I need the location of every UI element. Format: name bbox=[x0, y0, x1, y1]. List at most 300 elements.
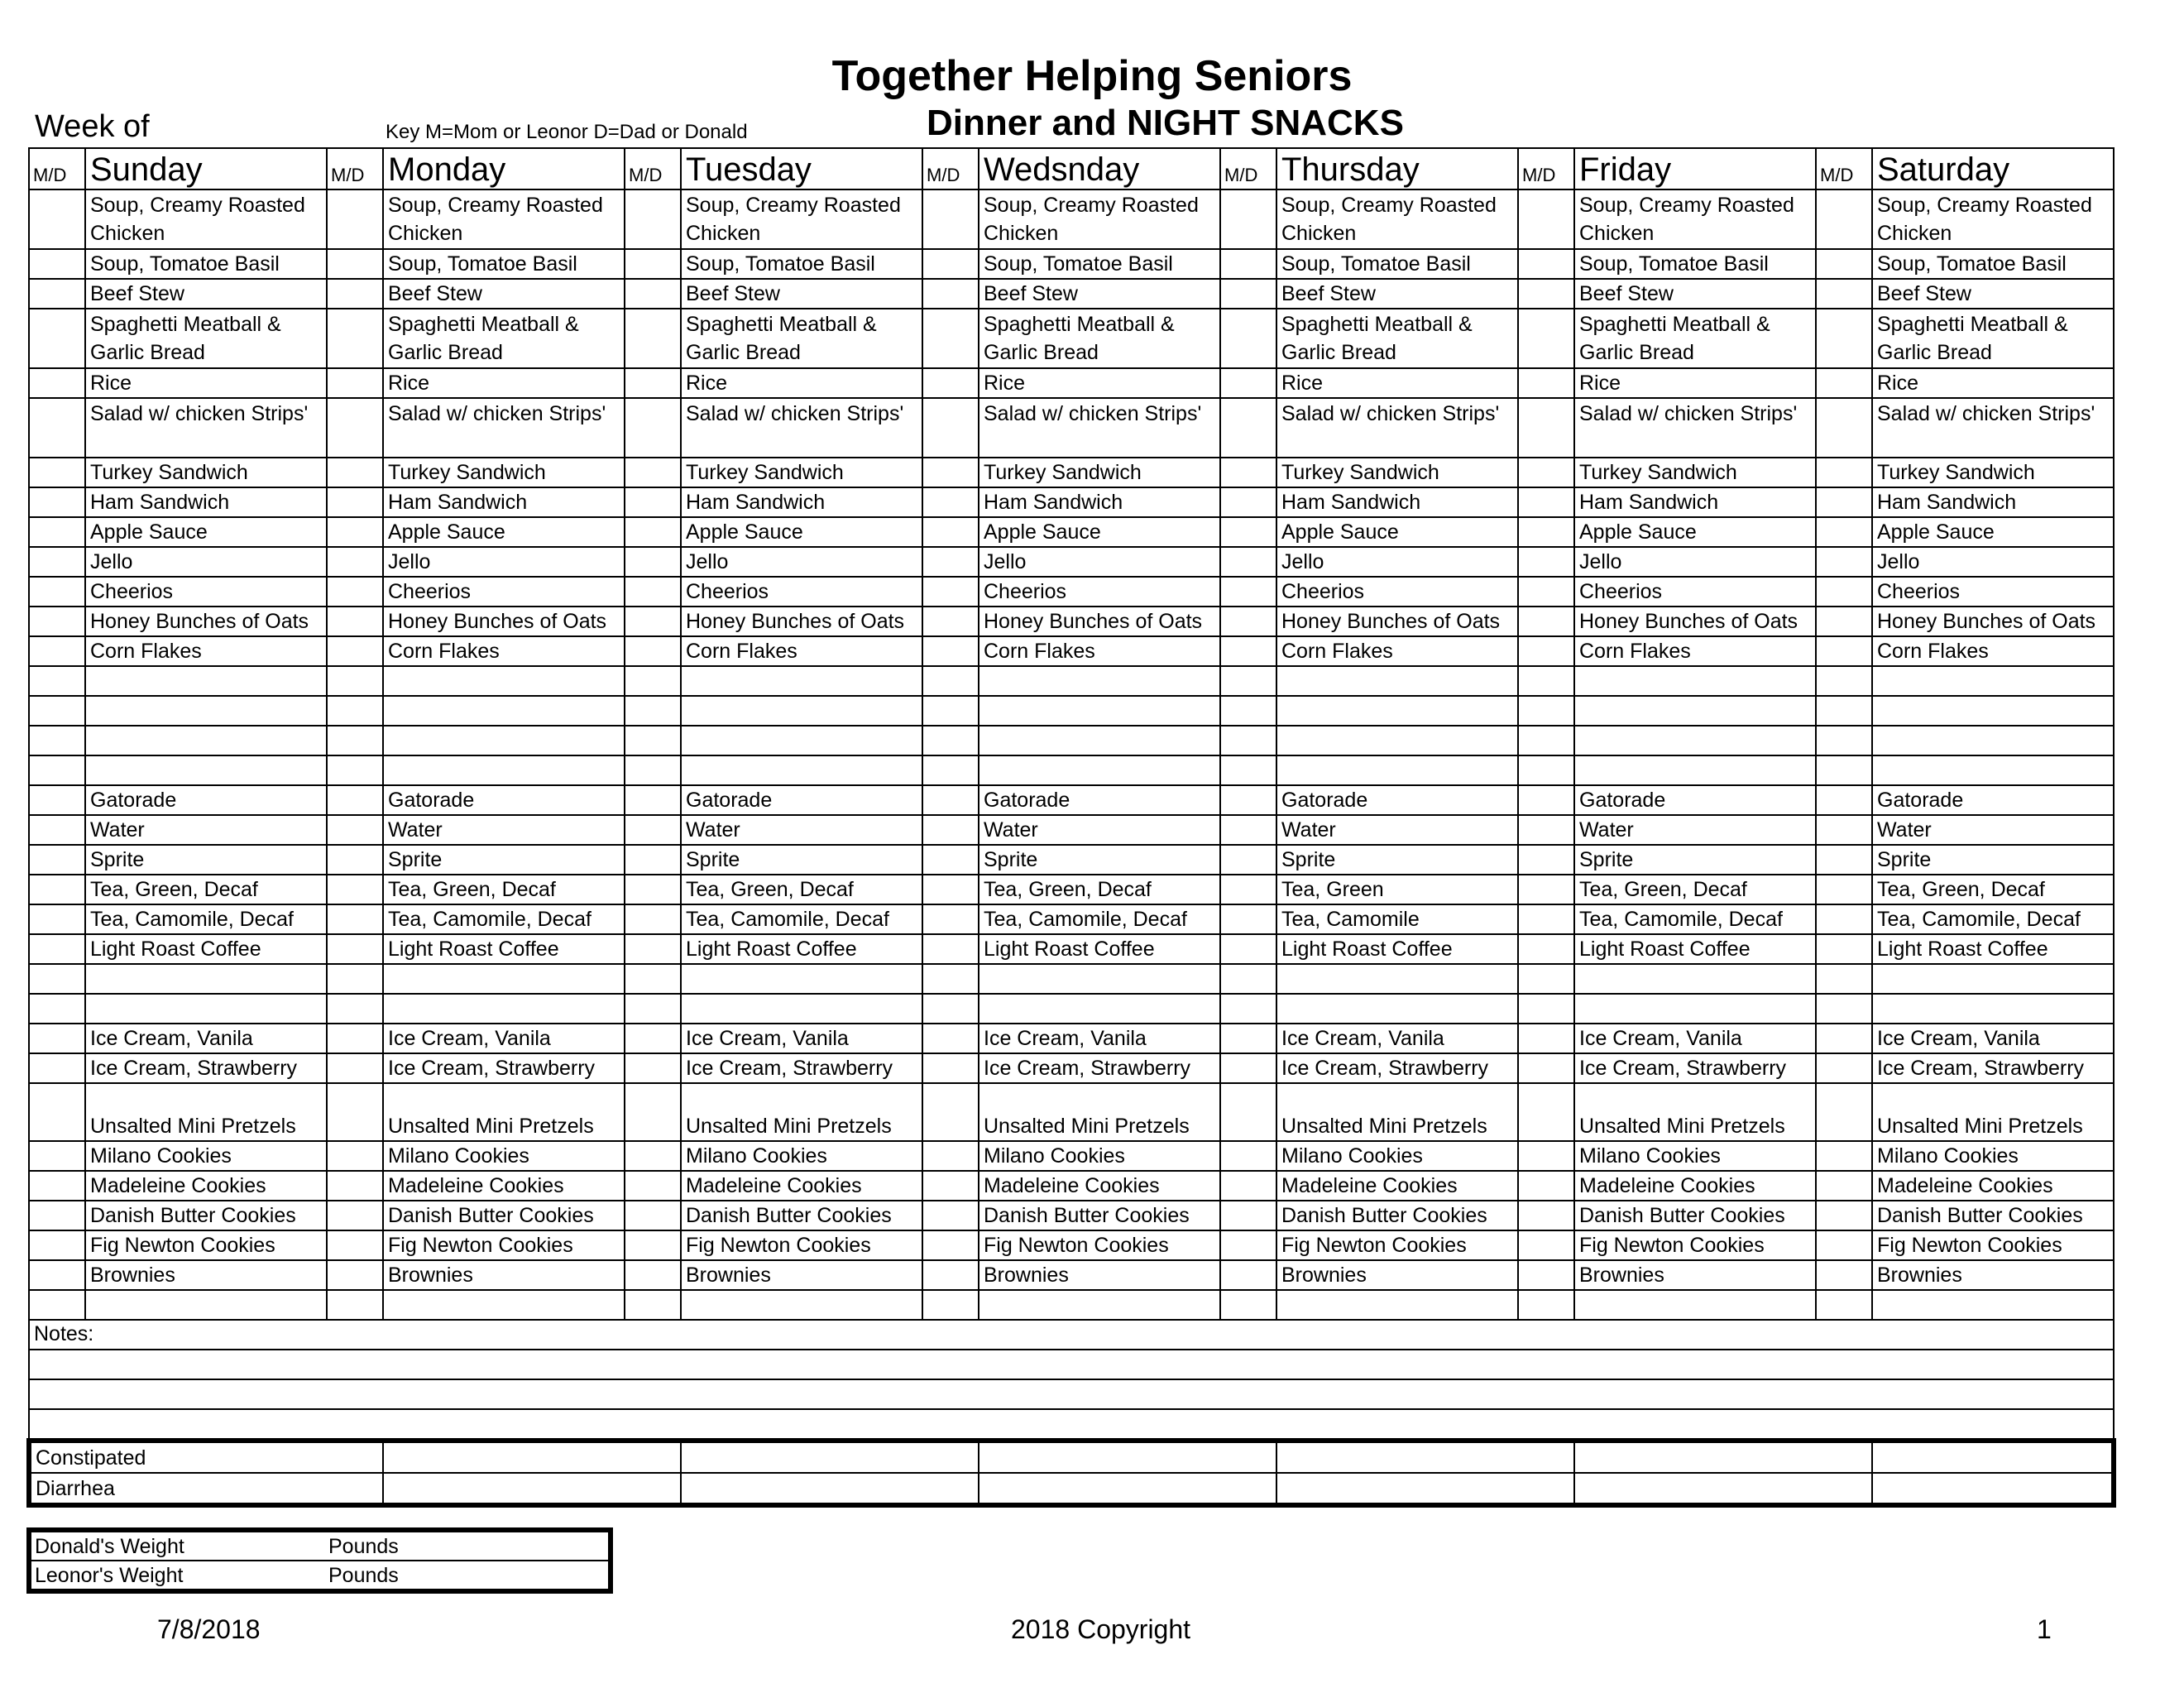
md-checkbox-cell[interactable] bbox=[922, 964, 979, 994]
item-cell bbox=[681, 1290, 922, 1320]
md-checkbox-cell[interactable] bbox=[29, 1141, 85, 1171]
md-checkbox-cell[interactable] bbox=[1518, 547, 1574, 577]
md-checkbox-cell[interactable] bbox=[1220, 1053, 1276, 1083]
md-checkbox-cell[interactable] bbox=[922, 904, 979, 934]
md-checkbox-cell[interactable] bbox=[29, 1230, 85, 1260]
md-checkbox-cell[interactable] bbox=[1220, 1024, 1276, 1053]
md-checkbox-cell[interactable] bbox=[1518, 1024, 1574, 1053]
notes-row bbox=[29, 1350, 2114, 1379]
md-checkbox-cell[interactable] bbox=[1518, 904, 1574, 934]
symptom-cell[interactable] bbox=[681, 1473, 979, 1505]
md-checkbox-cell[interactable] bbox=[922, 785, 979, 815]
md-checkbox-cell[interactable] bbox=[1518, 726, 1574, 755]
md-checkbox-cell[interactable] bbox=[1220, 398, 1276, 458]
md-checkbox-cell[interactable] bbox=[625, 666, 681, 696]
md-checkbox-cell[interactable] bbox=[29, 517, 85, 547]
md-checkbox-cell[interactable] bbox=[1816, 696, 1872, 726]
md-checkbox-cell[interactable] bbox=[1220, 785, 1276, 815]
item-row bbox=[29, 1083, 2114, 1141]
md-checkbox-cell[interactable] bbox=[922, 279, 979, 309]
md-checkbox-cell[interactable] bbox=[1518, 368, 1574, 398]
md-checkbox-cell[interactable] bbox=[1518, 1230, 1574, 1260]
md-checkbox-cell[interactable] bbox=[1220, 994, 1276, 1024]
symptom-cell[interactable] bbox=[1574, 1473, 1872, 1505]
md-checkbox-cell[interactable] bbox=[922, 607, 979, 636]
md-checkbox-cell[interactable] bbox=[1220, 368, 1276, 398]
md-checkbox-cell[interactable] bbox=[625, 1024, 681, 1053]
md-checkbox-cell[interactable] bbox=[1518, 785, 1574, 815]
md-checkbox-cell[interactable] bbox=[625, 1290, 681, 1320]
md-checkbox-cell[interactable] bbox=[1518, 934, 1574, 964]
md-checkbox-cell[interactable] bbox=[327, 1053, 383, 1083]
md-checkbox-cell[interactable] bbox=[1518, 815, 1574, 845]
md-checkbox-cell[interactable] bbox=[922, 1201, 979, 1230]
md-checkbox-cell[interactable] bbox=[29, 309, 85, 368]
md-checkbox-cell[interactable] bbox=[1220, 636, 1276, 666]
md-checkbox-cell[interactable] bbox=[1816, 1141, 1872, 1171]
item-cell: Tea, Green, Decaf bbox=[383, 875, 625, 904]
md-checkbox-cell[interactable] bbox=[1816, 755, 1872, 785]
md-checkbox-cell[interactable] bbox=[1518, 577, 1574, 607]
md-checkbox-cell[interactable] bbox=[327, 309, 383, 368]
notes-line[interactable] bbox=[29, 1350, 2114, 1379]
md-checkbox-cell[interactable] bbox=[1816, 1201, 1872, 1230]
item-cell: Unsalted Mini Pretzels bbox=[383, 1083, 625, 1141]
item-cell: Madeleine Cookies bbox=[85, 1171, 327, 1201]
md-checkbox-cell[interactable] bbox=[29, 458, 85, 487]
md-checkbox-cell[interactable] bbox=[1518, 964, 1574, 994]
md-checkbox-cell[interactable] bbox=[1220, 1230, 1276, 1260]
md-checkbox-cell[interactable] bbox=[1518, 309, 1574, 368]
symptom-label: Constipated bbox=[29, 1441, 383, 1473]
md-checkbox-cell[interactable] bbox=[1816, 1230, 1872, 1260]
md-checkbox-cell[interactable] bbox=[327, 1171, 383, 1201]
md-checkbox-cell[interactable] bbox=[1816, 636, 1872, 666]
md-checkbox-cell[interactable] bbox=[1816, 964, 1872, 994]
md-checkbox-cell[interactable] bbox=[625, 755, 681, 785]
md-checkbox-cell[interactable] bbox=[625, 875, 681, 904]
md-checkbox-cell[interactable] bbox=[1220, 755, 1276, 785]
md-checkbox-cell[interactable] bbox=[1220, 845, 1276, 875]
symptom-cell[interactable] bbox=[383, 1473, 681, 1505]
md-checkbox-cell[interactable] bbox=[922, 1171, 979, 1201]
md-checkbox-cell[interactable] bbox=[1220, 1201, 1276, 1230]
md-checkbox-cell[interactable] bbox=[922, 934, 979, 964]
md-checkbox-cell[interactable] bbox=[625, 964, 681, 994]
md-checkbox-cell[interactable] bbox=[327, 487, 383, 517]
md-checkbox-cell[interactable] bbox=[1816, 368, 1872, 398]
md-checkbox-cell[interactable] bbox=[1816, 785, 1872, 815]
item-cell: Brownies bbox=[85, 1260, 327, 1290]
item-cell: Ham Sandwich bbox=[979, 487, 1220, 517]
md-checkbox-cell[interactable] bbox=[1518, 517, 1574, 547]
md-checkbox-cell[interactable] bbox=[29, 368, 85, 398]
md-checkbox-cell[interactable] bbox=[1816, 607, 1872, 636]
item-cell: Corn Flakes bbox=[85, 636, 327, 666]
md-checkbox-cell[interactable] bbox=[625, 904, 681, 934]
md-checkbox-cell[interactable] bbox=[29, 785, 85, 815]
md-checkbox-cell[interactable] bbox=[922, 1083, 979, 1141]
md-checkbox-cell[interactable] bbox=[1816, 815, 1872, 845]
weight-unit[interactable]: Pounds bbox=[325, 1530, 611, 1561]
md-checkbox-cell[interactable] bbox=[1518, 1171, 1574, 1201]
md-checkbox-cell[interactable] bbox=[29, 934, 85, 964]
md-checkbox-cell[interactable] bbox=[1816, 934, 1872, 964]
md-checkbox-cell[interactable] bbox=[1220, 666, 1276, 696]
md-checkbox-cell[interactable] bbox=[327, 279, 383, 309]
md-checkbox-cell[interactable] bbox=[1220, 964, 1276, 994]
md-checkbox-cell[interactable] bbox=[1518, 994, 1574, 1024]
md-checkbox-cell[interactable] bbox=[29, 904, 85, 934]
item-cell bbox=[979, 964, 1220, 994]
md-checkbox-cell[interactable] bbox=[625, 458, 681, 487]
md-checkbox-cell[interactable] bbox=[327, 875, 383, 904]
md-checkbox-cell[interactable] bbox=[625, 189, 681, 249]
md-checkbox-cell[interactable] bbox=[1220, 1171, 1276, 1201]
md-checkbox-cell[interactable] bbox=[1518, 636, 1574, 666]
md-checkbox-cell[interactable] bbox=[625, 1083, 681, 1141]
item-cell: Honey Bunches of Oats bbox=[1574, 607, 1816, 636]
md-checkbox-cell[interactable] bbox=[1816, 279, 1872, 309]
md-checkbox-cell[interactable] bbox=[1220, 607, 1276, 636]
symptom-cell[interactable] bbox=[1872, 1441, 2114, 1473]
md-checkbox-cell[interactable] bbox=[1220, 577, 1276, 607]
md-checkbox-cell[interactable] bbox=[1518, 189, 1574, 249]
md-checkbox-cell[interactable] bbox=[327, 458, 383, 487]
md-checkbox-cell[interactable] bbox=[327, 696, 383, 726]
md-checkbox-cell[interactable] bbox=[625, 1141, 681, 1171]
md-checkbox-cell[interactable] bbox=[29, 1171, 85, 1201]
item-cell: Tea, Camomile bbox=[1276, 904, 1518, 934]
md-checkbox-cell[interactable] bbox=[1816, 189, 1872, 249]
md-checkbox-cell[interactable] bbox=[29, 547, 85, 577]
symptom-cell[interactable] bbox=[1872, 1473, 2114, 1505]
md-checkbox-cell[interactable] bbox=[922, 1024, 979, 1053]
item-cell: Cheerios bbox=[1574, 577, 1816, 607]
md-checkbox-cell[interactable] bbox=[922, 845, 979, 875]
md-checkbox-cell[interactable] bbox=[922, 1290, 979, 1320]
md-checkbox-cell[interactable] bbox=[1816, 398, 1872, 458]
md-checkbox-cell[interactable] bbox=[1518, 279, 1574, 309]
item-cell: Soup, Tomatoe Basil bbox=[1574, 249, 1816, 279]
md-checkbox-cell[interactable] bbox=[1220, 815, 1276, 845]
md-checkbox-cell[interactable] bbox=[625, 1053, 681, 1083]
md-checkbox-cell[interactable] bbox=[29, 1290, 85, 1320]
item-cell: Ice Cream, Vanila bbox=[979, 1024, 1220, 1053]
md-checkbox-cell[interactable] bbox=[29, 487, 85, 517]
footer-page-number: 1 bbox=[2037, 1614, 2052, 1644]
md-checkbox-cell[interactable] bbox=[327, 785, 383, 815]
item-cell: Ice Cream, Strawberry bbox=[681, 1053, 922, 1083]
md-checkbox-cell[interactable] bbox=[625, 1171, 681, 1201]
item-cell: Corn Flakes bbox=[1872, 636, 2114, 666]
md-checkbox-cell[interactable] bbox=[625, 487, 681, 517]
md-checkbox-cell[interactable] bbox=[1220, 309, 1276, 368]
md-checkbox-cell[interactable] bbox=[625, 279, 681, 309]
md-checkbox-cell[interactable] bbox=[327, 1290, 383, 1320]
md-checkbox-cell[interactable] bbox=[1220, 875, 1276, 904]
md-checkbox-cell[interactable] bbox=[625, 577, 681, 607]
md-checkbox-cell[interactable] bbox=[625, 726, 681, 755]
md-checkbox-cell[interactable] bbox=[922, 696, 979, 726]
md-checkbox-cell[interactable] bbox=[327, 607, 383, 636]
md-checkbox-cell[interactable] bbox=[1518, 1260, 1574, 1290]
md-checkbox-cell[interactable] bbox=[922, 1260, 979, 1290]
md-checkbox-cell[interactable] bbox=[29, 1260, 85, 1290]
md-checkbox-cell[interactable] bbox=[922, 309, 979, 368]
md-checkbox-cell[interactable] bbox=[327, 1024, 383, 1053]
item-cell: Tea, Green, Decaf bbox=[681, 875, 922, 904]
md-checkbox-cell[interactable] bbox=[1816, 845, 1872, 875]
md-checkbox-cell[interactable] bbox=[327, 994, 383, 1024]
item-cell: Madeleine Cookies bbox=[979, 1171, 1220, 1201]
symptom-cell[interactable] bbox=[1276, 1441, 1574, 1473]
md-checkbox-cell[interactable] bbox=[922, 547, 979, 577]
md-checkbox-cell[interactable] bbox=[29, 964, 85, 994]
notes-line[interactable] bbox=[29, 1379, 2114, 1409]
md-checkbox-cell[interactable] bbox=[625, 309, 681, 368]
md-checkbox-cell[interactable] bbox=[29, 249, 85, 279]
item-cell: Tea, Green, Decaf bbox=[85, 875, 327, 904]
md-checkbox-cell[interactable] bbox=[922, 1053, 979, 1083]
md-checkbox-cell[interactable] bbox=[625, 1201, 681, 1230]
item-cell: Milano Cookies bbox=[85, 1141, 327, 1171]
md-checkbox-cell[interactable] bbox=[625, 398, 681, 458]
md-checkbox-cell[interactable] bbox=[922, 875, 979, 904]
item-cell: Danish Butter Cookies bbox=[1276, 1201, 1518, 1230]
md-checkbox-cell[interactable] bbox=[625, 994, 681, 1024]
md-checkbox-cell[interactable] bbox=[1518, 1083, 1574, 1141]
md-checkbox-cell[interactable] bbox=[1816, 249, 1872, 279]
md-checkbox-cell[interactable] bbox=[1816, 904, 1872, 934]
item-cell: Rice bbox=[1276, 368, 1518, 398]
item-cell: Danish Butter Cookies bbox=[1872, 1201, 2114, 1230]
md-checkbox-cell[interactable] bbox=[1816, 1290, 1872, 1320]
md-checkbox-cell[interactable] bbox=[1518, 696, 1574, 726]
md-checkbox-cell[interactable] bbox=[1220, 726, 1276, 755]
item-cell: Tea, Camomile, Decaf bbox=[85, 904, 327, 934]
md-checkbox-cell[interactable] bbox=[625, 1230, 681, 1260]
md-checkbox-cell[interactable] bbox=[1220, 1260, 1276, 1290]
md-checkbox-cell[interactable] bbox=[922, 815, 979, 845]
md-checkbox-cell[interactable] bbox=[1816, 517, 1872, 547]
symptom-cell[interactable] bbox=[383, 1441, 681, 1473]
md-checkbox-cell[interactable] bbox=[327, 1141, 383, 1171]
md-checkbox-cell[interactable] bbox=[1518, 1201, 1574, 1230]
md-checkbox-cell[interactable] bbox=[922, 1141, 979, 1171]
md-checkbox-cell[interactable] bbox=[1816, 1171, 1872, 1201]
md-checkbox-cell[interactable] bbox=[922, 994, 979, 1024]
md-checkbox-cell[interactable] bbox=[327, 547, 383, 577]
md-checkbox-cell[interactable] bbox=[327, 189, 383, 249]
md-checkbox-cell[interactable] bbox=[1816, 1260, 1872, 1290]
md-checkbox-cell[interactable] bbox=[29, 845, 85, 875]
md-checkbox-cell[interactable] bbox=[922, 368, 979, 398]
md-checkbox-cell[interactable] bbox=[29, 279, 85, 309]
md-checkbox-cell[interactable] bbox=[1220, 547, 1276, 577]
md-checkbox-cell[interactable] bbox=[1816, 309, 1872, 368]
md-checkbox-cell[interactable] bbox=[29, 1053, 85, 1083]
md-checkbox-cell[interactable] bbox=[922, 577, 979, 607]
md-checkbox-cell[interactable] bbox=[1816, 666, 1872, 696]
md-checkbox-cell[interactable] bbox=[625, 785, 681, 815]
md-checkbox-cell[interactable] bbox=[1816, 547, 1872, 577]
md-checkbox-cell[interactable] bbox=[1816, 1024, 1872, 1053]
md-checkbox-cell[interactable] bbox=[1220, 249, 1276, 279]
md-checkbox-cell[interactable] bbox=[1518, 249, 1574, 279]
md-checkbox-cell[interactable] bbox=[327, 934, 383, 964]
md-checkbox-cell[interactable] bbox=[327, 1230, 383, 1260]
md-checkbox-cell[interactable] bbox=[29, 189, 85, 249]
md-checkbox-cell[interactable] bbox=[327, 1083, 383, 1141]
item-row bbox=[29, 249, 2114, 279]
weight-unit[interactable]: Pounds bbox=[328, 1563, 399, 1587]
md-checkbox-cell[interactable] bbox=[1220, 934, 1276, 964]
md-checkbox-cell[interactable] bbox=[922, 726, 979, 755]
notes-line[interactable] bbox=[29, 1409, 2114, 1441]
md-checkbox-cell[interactable] bbox=[625, 368, 681, 398]
item-cell: Cheerios bbox=[681, 577, 922, 607]
md-checkbox-cell[interactable] bbox=[922, 666, 979, 696]
md-checkbox-cell[interactable] bbox=[29, 1083, 85, 1141]
item-cell: Sprite bbox=[681, 845, 922, 875]
md-checkbox-cell[interactable] bbox=[327, 1260, 383, 1290]
md-checkbox-cell[interactable] bbox=[922, 755, 979, 785]
item-cell bbox=[1574, 755, 1816, 785]
md-checkbox-cell[interactable] bbox=[1220, 517, 1276, 547]
md-checkbox-cell[interactable] bbox=[625, 696, 681, 726]
md-checkbox-cell[interactable] bbox=[327, 368, 383, 398]
md-checkbox-cell[interactable] bbox=[29, 607, 85, 636]
md-checkbox-cell[interactable] bbox=[625, 934, 681, 964]
md-checkbox-cell[interactable] bbox=[1220, 189, 1276, 249]
md-checkbox-cell[interactable] bbox=[29, 815, 85, 845]
md-checkbox-cell[interactable] bbox=[625, 815, 681, 845]
md-checkbox-cell[interactable] bbox=[327, 577, 383, 607]
md-checkbox-cell[interactable] bbox=[29, 696, 85, 726]
md-checkbox-cell[interactable] bbox=[1518, 487, 1574, 517]
md-checkbox-cell[interactable] bbox=[1220, 458, 1276, 487]
md-checkbox-cell[interactable] bbox=[1518, 398, 1574, 458]
md-checkbox-cell[interactable] bbox=[625, 1260, 681, 1290]
symptom-cell[interactable] bbox=[1276, 1473, 1574, 1505]
md-checkbox-cell[interactable] bbox=[625, 845, 681, 875]
md-checkbox-cell[interactable] bbox=[922, 487, 979, 517]
md-checkbox-cell[interactable] bbox=[922, 1230, 979, 1260]
md-checkbox-cell[interactable] bbox=[1220, 1141, 1276, 1171]
item-cell: Rice bbox=[85, 368, 327, 398]
item-cell: Beef Stew bbox=[1276, 279, 1518, 309]
item-cell: Fig Newton Cookies bbox=[85, 1230, 327, 1260]
md-checkbox-cell[interactable] bbox=[327, 249, 383, 279]
md-checkbox-cell[interactable] bbox=[29, 1201, 85, 1230]
md-checkbox-cell[interactable] bbox=[1220, 1083, 1276, 1141]
item-cell: Cheerios bbox=[1872, 577, 2114, 607]
md-checkbox-cell[interactable] bbox=[1816, 577, 1872, 607]
item-cell: Salad w/ chicken Strips' bbox=[85, 398, 327, 458]
md-checkbox-cell[interactable] bbox=[1220, 696, 1276, 726]
symptom-cell[interactable] bbox=[979, 1441, 1276, 1473]
md-checkbox-cell[interactable] bbox=[29, 755, 85, 785]
md-checkbox-cell[interactable] bbox=[29, 577, 85, 607]
md-checkbox-cell[interactable] bbox=[327, 1201, 383, 1230]
md-checkbox-cell[interactable] bbox=[327, 904, 383, 934]
md-checkbox-cell[interactable] bbox=[1518, 755, 1574, 785]
md-checkbox-cell[interactable] bbox=[1518, 875, 1574, 904]
md-checkbox-cell[interactable] bbox=[29, 1024, 85, 1053]
item-cell bbox=[383, 994, 625, 1024]
md-checkbox-cell[interactable] bbox=[1220, 279, 1276, 309]
md-checkbox-cell[interactable] bbox=[1518, 458, 1574, 487]
md-checkbox-cell[interactable] bbox=[1816, 875, 1872, 904]
md-checkbox-cell[interactable] bbox=[327, 517, 383, 547]
item-cell: Water bbox=[1574, 815, 1816, 845]
md-checkbox-cell[interactable] bbox=[29, 398, 85, 458]
md-checkbox-cell[interactable] bbox=[625, 636, 681, 666]
md-checkbox-cell[interactable] bbox=[922, 517, 979, 547]
md-checkbox-cell[interactable] bbox=[327, 666, 383, 696]
md-checkbox-cell[interactable] bbox=[327, 398, 383, 458]
md-checkbox-cell[interactable] bbox=[1518, 1290, 1574, 1320]
md-checkbox-cell[interactable] bbox=[625, 547, 681, 577]
md-checkbox-cell[interactable] bbox=[1816, 726, 1872, 755]
md-checkbox-cell[interactable] bbox=[922, 458, 979, 487]
md-checkbox-cell[interactable] bbox=[327, 755, 383, 785]
md-checkbox-cell[interactable] bbox=[625, 249, 681, 279]
md-checkbox-cell[interactable] bbox=[922, 189, 979, 249]
item-cell: Ice Cream, Strawberry bbox=[1872, 1053, 2114, 1083]
md-checkbox-cell[interactable] bbox=[1816, 458, 1872, 487]
md-checkbox-cell[interactable] bbox=[1816, 487, 1872, 517]
md-checkbox-cell[interactable] bbox=[1220, 904, 1276, 934]
md-checkbox-cell[interactable] bbox=[922, 398, 979, 458]
md-checkbox-cell[interactable] bbox=[1816, 1053, 1872, 1083]
md-checkbox-cell[interactable] bbox=[29, 875, 85, 904]
md-checkbox-cell[interactable] bbox=[625, 517, 681, 547]
md-checkbox-cell[interactable] bbox=[327, 726, 383, 755]
item-cell: Sprite bbox=[85, 845, 327, 875]
md-checkbox-cell[interactable] bbox=[922, 249, 979, 279]
md-checkbox-cell[interactable] bbox=[1220, 1290, 1276, 1320]
md-checkbox-cell[interactable] bbox=[29, 636, 85, 666]
md-checkbox-cell[interactable] bbox=[1220, 487, 1276, 517]
md-checkbox-cell[interactable] bbox=[1816, 1083, 1872, 1141]
item-row bbox=[29, 994, 2114, 1024]
md-checkbox-cell[interactable] bbox=[1518, 666, 1574, 696]
md-checkbox-cell[interactable] bbox=[327, 636, 383, 666]
md-checkbox-cell[interactable] bbox=[625, 607, 681, 636]
md-checkbox-cell[interactable] bbox=[327, 845, 383, 875]
item-cell: Soup, Creamy Roasted Chicken bbox=[681, 189, 922, 249]
md-checkbox-cell[interactable] bbox=[327, 815, 383, 845]
symptom-cell[interactable] bbox=[681, 1441, 979, 1473]
md-checkbox-cell[interactable] bbox=[1518, 845, 1574, 875]
symptom-cell[interactable] bbox=[979, 1473, 1276, 1505]
md-checkbox-cell[interactable] bbox=[29, 726, 85, 755]
md-checkbox-cell[interactable] bbox=[922, 636, 979, 666]
md-checkbox-cell[interactable] bbox=[1816, 994, 1872, 1024]
item-cell: Tea, Camomile, Decaf bbox=[681, 904, 922, 934]
item-row bbox=[29, 1024, 2114, 1053]
md-checkbox-cell[interactable] bbox=[29, 666, 85, 696]
md-checkbox-cell[interactable] bbox=[1518, 1053, 1574, 1083]
item-cell: Honey Bunches of Oats bbox=[979, 607, 1220, 636]
md-checkbox-cell[interactable] bbox=[1518, 607, 1574, 636]
symptom-cell[interactable] bbox=[1574, 1441, 1872, 1473]
md-checkbox-cell[interactable] bbox=[1518, 1141, 1574, 1171]
md-checkbox-cell[interactable] bbox=[29, 994, 85, 1024]
md-checkbox-cell[interactable] bbox=[327, 964, 383, 994]
